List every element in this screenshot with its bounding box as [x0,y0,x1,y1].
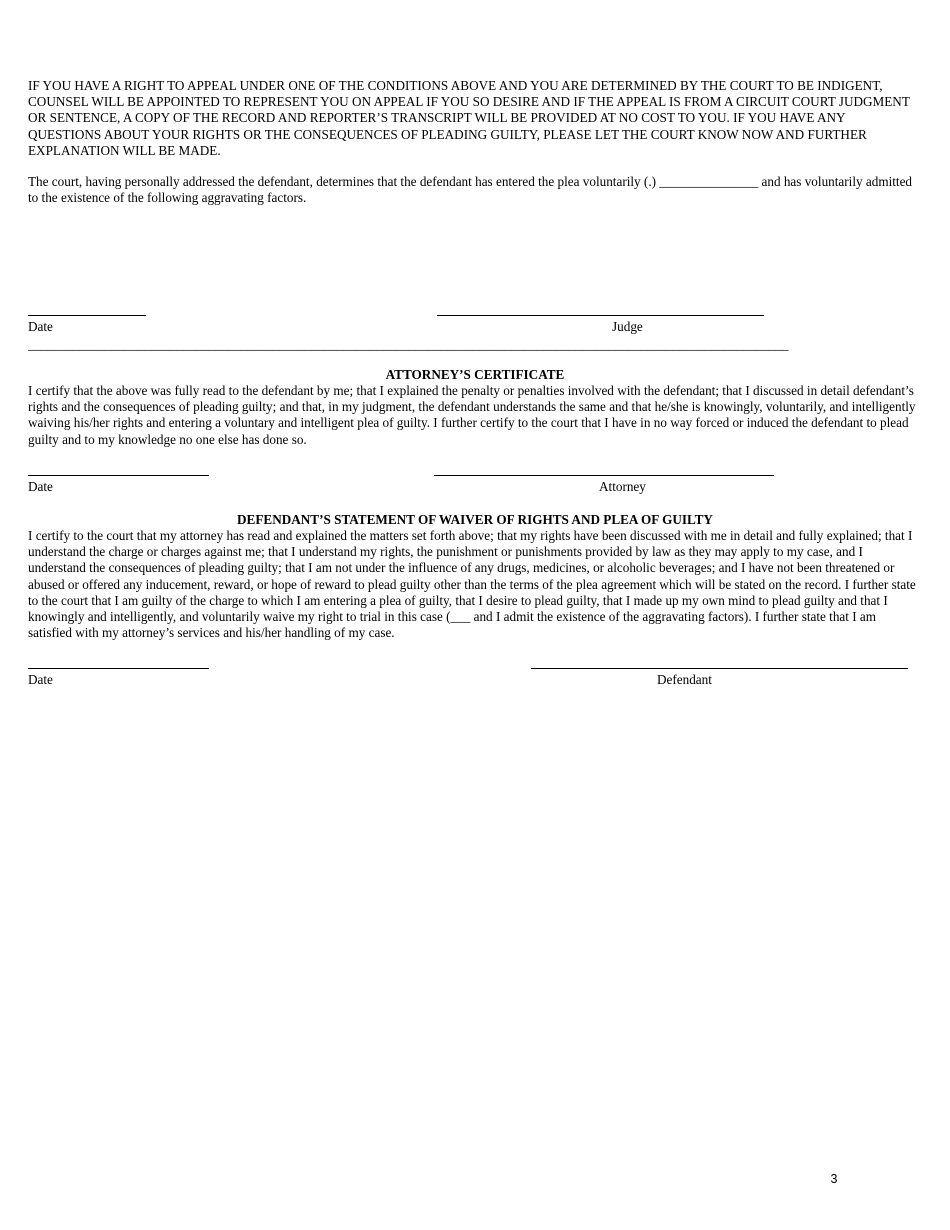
page-number: 3 [830,1172,838,1186]
judge-date-line [28,315,146,316]
defendant-date-label: Date [28,672,53,687]
attorney-date-line [28,475,209,476]
attorney-date-label: Date [28,479,53,494]
defendant-date-line [28,668,209,669]
defendant-statement-body: I certify to the court that my attorney has read and explained the matters set forth above; that my rights have been discussed with me in detail and fully explained; that I understand the charge or charges against me; that I understand my rights, the punishment or punishments provided by law as they may apply to my case, and I understand the consequences of pleading guilty; that I am not under the influence of any drugs, medicines, or alcoholic beverages; and I have not been threatened or abused or offered any inducement, reward, or hope of reward to plead guilty other than the terms of the plea agreement which will be stated on the record. I further state to the court that I am guilty of the charge to which I am entering a plea of guilty, that I desire to plead guilty, that I made up my own mind to plead guilty and that I knowingly and intelligently, and voluntarily waive my right to trial in this case (___ and I admit the existence of the aggravating factors). I further state that I am satisfied with my attorney’s services and his/her handling of my case. [28,528,916,641]
attorney-certificate-body: I certify that the above was fully read to the defendant by me; that I explained the penalty or penalties involved with the defendant; that I discussed in detail defendant’s rights and the consequences of pleading guilty; and that, in my judgment, the defendant understands the same and that he/she is knowingly, voluntarily, and intelligently waiving his/her rights and entering a voluntary and intelligent plea of guilty. I further certify to the court that I have in no way forced or induced the defendant to plead guilty and to my knowledge no one else has done so. [28,383,916,447]
judge-date-label: Date [28,319,53,334]
defendant-label: Defendant [657,672,712,687]
section-divider: ______________________________________________________________________________________________________________________ [28,337,789,352]
attorney-certificate-title: ATTORNEY’S CERTIFICATE [385,367,565,382]
attorney-signature-line [434,475,774,476]
defendant-statement-title: DEFENDANT’S STATEMENT OF WAIVER OF RIGHTS AND PLEA OF GUILTY [237,512,713,527]
court-determination: The court, having personally addressed the defendant, determines that the defendant has entered the plea voluntarily (.) _______________ and has voluntarily admitted to the existence of the following aggravating factors. [28,174,913,206]
appeal-rights-notice: IF YOU HAVE A RIGHT TO APPEAL UNDER ONE OF THE CONDITIONS ABOVE AND YOU ARE DETERMINED BY THE COURT TO BE INDIGENT, COUNSEL WILL BE APPOINTED TO REPRESENT YOU ON APPEAL IF YOU SO DESIRE AND IF THE APPEAL IS FROM A CIRCUIT COURT JUDGMENT OR SENTENCE, A COPY OF THE RECORD AND REPORTER’S TRANSCRIPT WILL BE PROVIDED AT NO COST TO YOU. IF YOU HAVE ANY QUESTIONS ABOUT YOUR RIGHTS OR THE CONSEQUENCES OF PLEADING GUILTY, PLEASE LET THE COURT KNOW NOW AND FURTHER EXPLANATION WILL BE MADE. [28,78,910,158]
attorney-label: Attorney [599,479,646,494]
judge-signature-line [437,315,764,316]
judge-label: Judge [612,319,643,334]
defendant-signature-line [531,668,908,669]
